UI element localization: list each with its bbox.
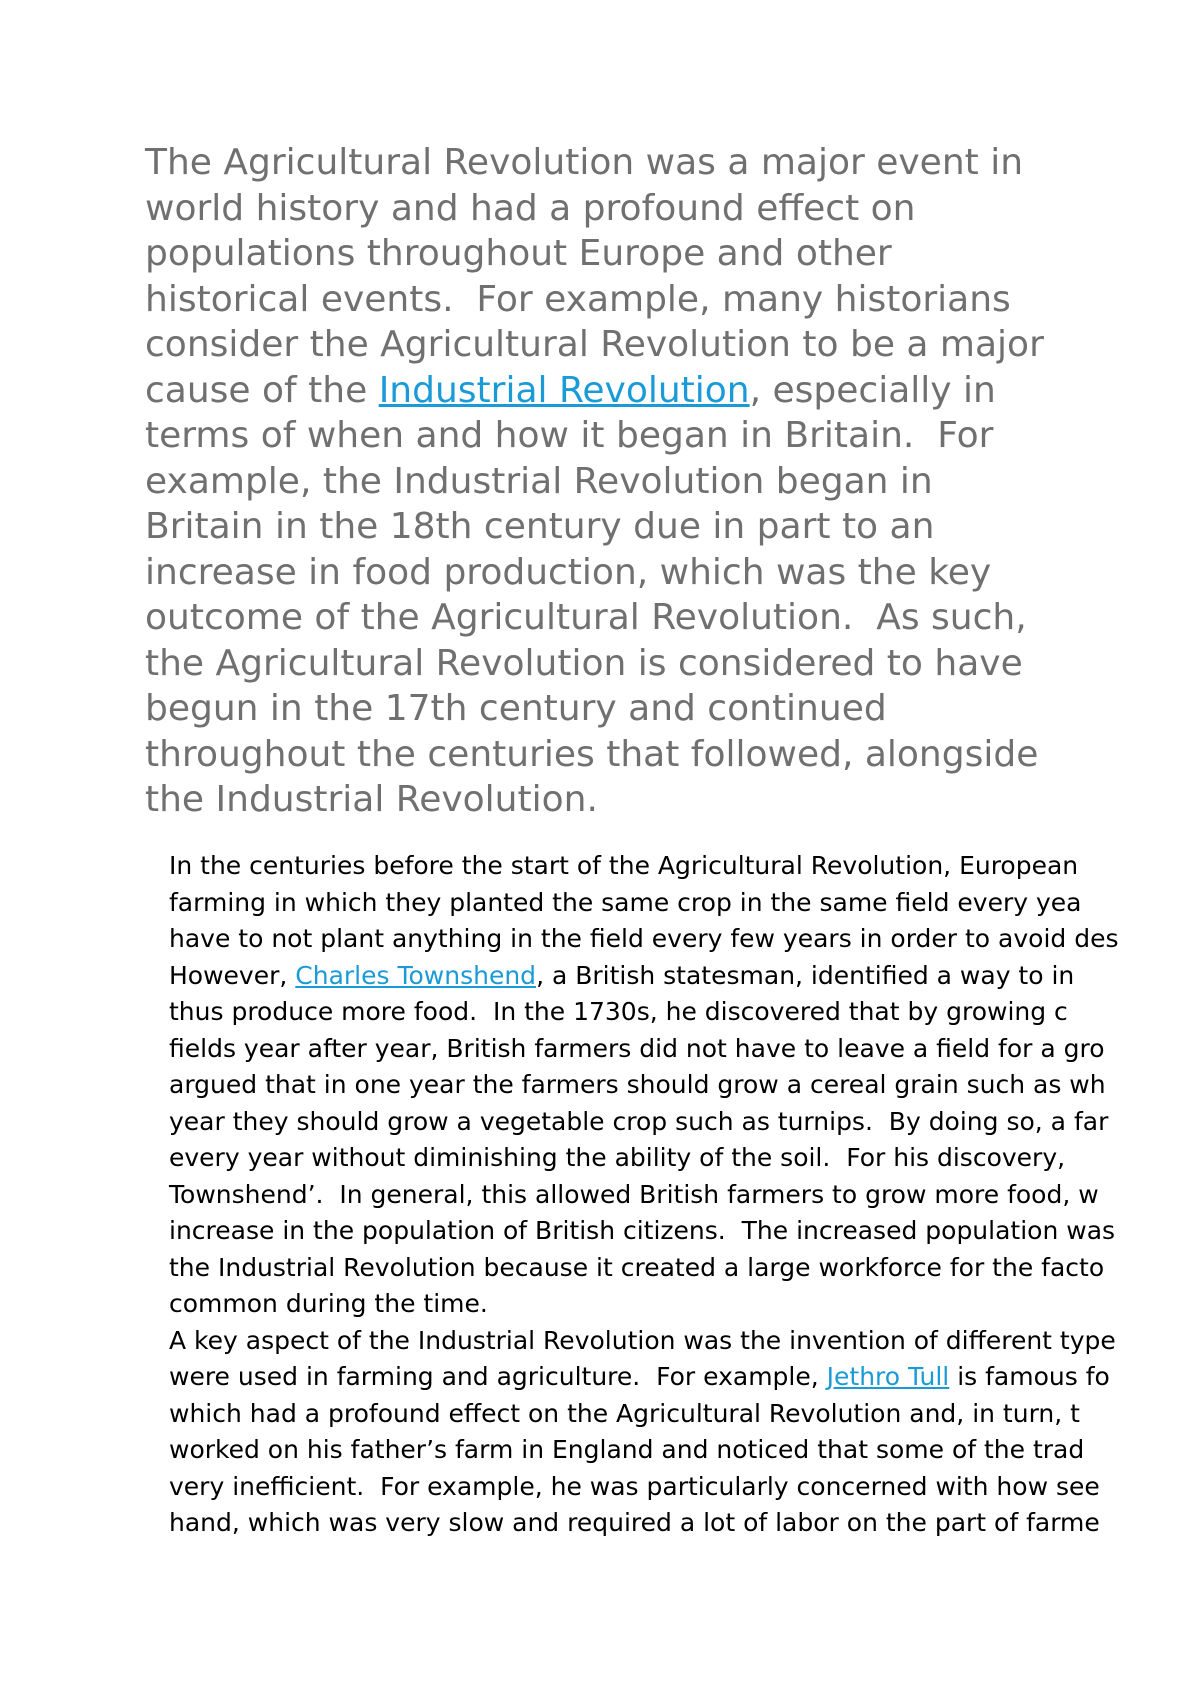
text-line [145,732,1044,778]
text-run: the Industrial Revolution because it created a large workforce for the facto [169,1252,1105,1282]
text-line [145,550,1044,596]
text-line [145,777,1044,823]
text-run: hand, which was very slow and required a lot of labor on the part of farme [169,1508,1100,1537]
link-jethro-tull[interactable]: Jethro Tull [826,1362,950,1391]
text-run: increase in the population of British citizens. The increased population was [169,1216,1116,1245]
intro-paragraph [145,140,1044,823]
text-run: However, [169,960,296,990]
text-run: , especially in [749,369,996,411]
text-line [169,1432,1119,1469]
text-line [145,186,1044,232]
text-run: example, the Industrial Revolution began in [145,460,933,502]
text-line [169,921,1119,958]
text-run: which had a profound effect on the Agricultural Revolution and, in turn, t [169,1398,1080,1428]
body-paragraphs [169,848,1119,1542]
text-run: historical events. For example, many historians [145,278,1011,320]
text-line [145,368,1044,414]
text-run: throughout the centuries that followed, alongside [145,733,1039,775]
text-line [145,140,1044,186]
text-line [169,1104,1119,1141]
text-line [169,1250,1119,1287]
text-run: world history and had a profound effect on [145,187,916,229]
text-line [145,504,1044,550]
text-run: consider the Agricultural Revolution to be a major [145,324,1044,365]
text-run: Britain in the 18th century due in part to an [145,506,935,547]
text-line [145,641,1044,687]
text-line [145,686,1044,732]
text-run: common during the time. [169,1289,488,1318]
text-line [169,1067,1119,1104]
text-line [169,994,1119,1031]
text-run: the Industrial Revolution. [145,779,598,820]
text-run: Townshend’. In general, this allowed British farmers to grow more food, w [169,1179,1099,1209]
text-line [169,1177,1119,1214]
text-run: The Agricultural Revolution was a major event in [145,142,1024,183]
link-industrial-revolution[interactable]: Industrial Revolution [378,369,750,411]
text-line [169,1031,1119,1068]
text-run: farming in which they planted the same crop in the same field every yea [169,887,1082,917]
link-charles-townshend[interactable]: Charles Townshend [295,960,537,990]
text-run: is famous fo [949,1362,1110,1391]
text-line [145,322,1044,368]
text-line [169,958,1119,995]
text-run: increase in food production, which was the key [145,551,992,593]
text-line [145,595,1044,641]
text-run: In the centuries before the start of the Agricultural Revolution, European [169,851,1079,880]
text-line [169,1213,1119,1250]
text-run: every year without diminishing the ability of the soil. For his discovery, [169,1143,1066,1172]
text-line [169,1469,1119,1506]
text-run: argued that in one year the farmers should grow a cereal grain such as wh [169,1070,1106,1099]
text-run: have to not plant anything in the field every few years in order to avoid des [169,924,1119,953]
text-line [145,231,1044,277]
text-run: thus produce more food. In the 1730s, he discovered that by growing c [169,997,1068,1026]
text-run: year they should grow a vegetable crop such as turnips. By doing so, a far [169,1106,1109,1136]
text-run: very inefficient. For example, he was particularly concerned with how see [169,1471,1100,1501]
text-run: the Agricultural Revolution is considered to have [145,642,1023,684]
text-line [169,1140,1119,1177]
text-run: , a British statesman, identified a way to in [536,960,1075,990]
text-run: fields year after year, British farmers did not have to leave a field for a gro [169,1033,1105,1063]
text-line [169,1286,1119,1323]
text-run: populations throughout Europe and other [145,233,892,274]
text-line [169,1396,1119,1433]
text-run: outcome of the Agricultural Revolution. As such, [145,597,1027,638]
text-run: A key aspect of the Industrial Revolution was the invention of different type [169,1325,1116,1355]
text-line [145,459,1044,505]
text-line [169,848,1119,885]
text-line [145,413,1044,459]
text-run: worked on his father’s farm in England and noticed that some of the trad [169,1435,1085,1464]
text-run: cause of the [145,369,379,411]
text-line [169,1359,1119,1396]
text-line [145,277,1044,323]
text-line [169,1323,1119,1360]
text-run: terms of when and how it began in Britain. For [145,415,994,456]
text-run: begun in the 17th century and continued [145,688,887,729]
text-line [169,885,1119,922]
text-run: were used in farming and agriculture. For example, [169,1362,827,1391]
text-line [169,1505,1119,1542]
